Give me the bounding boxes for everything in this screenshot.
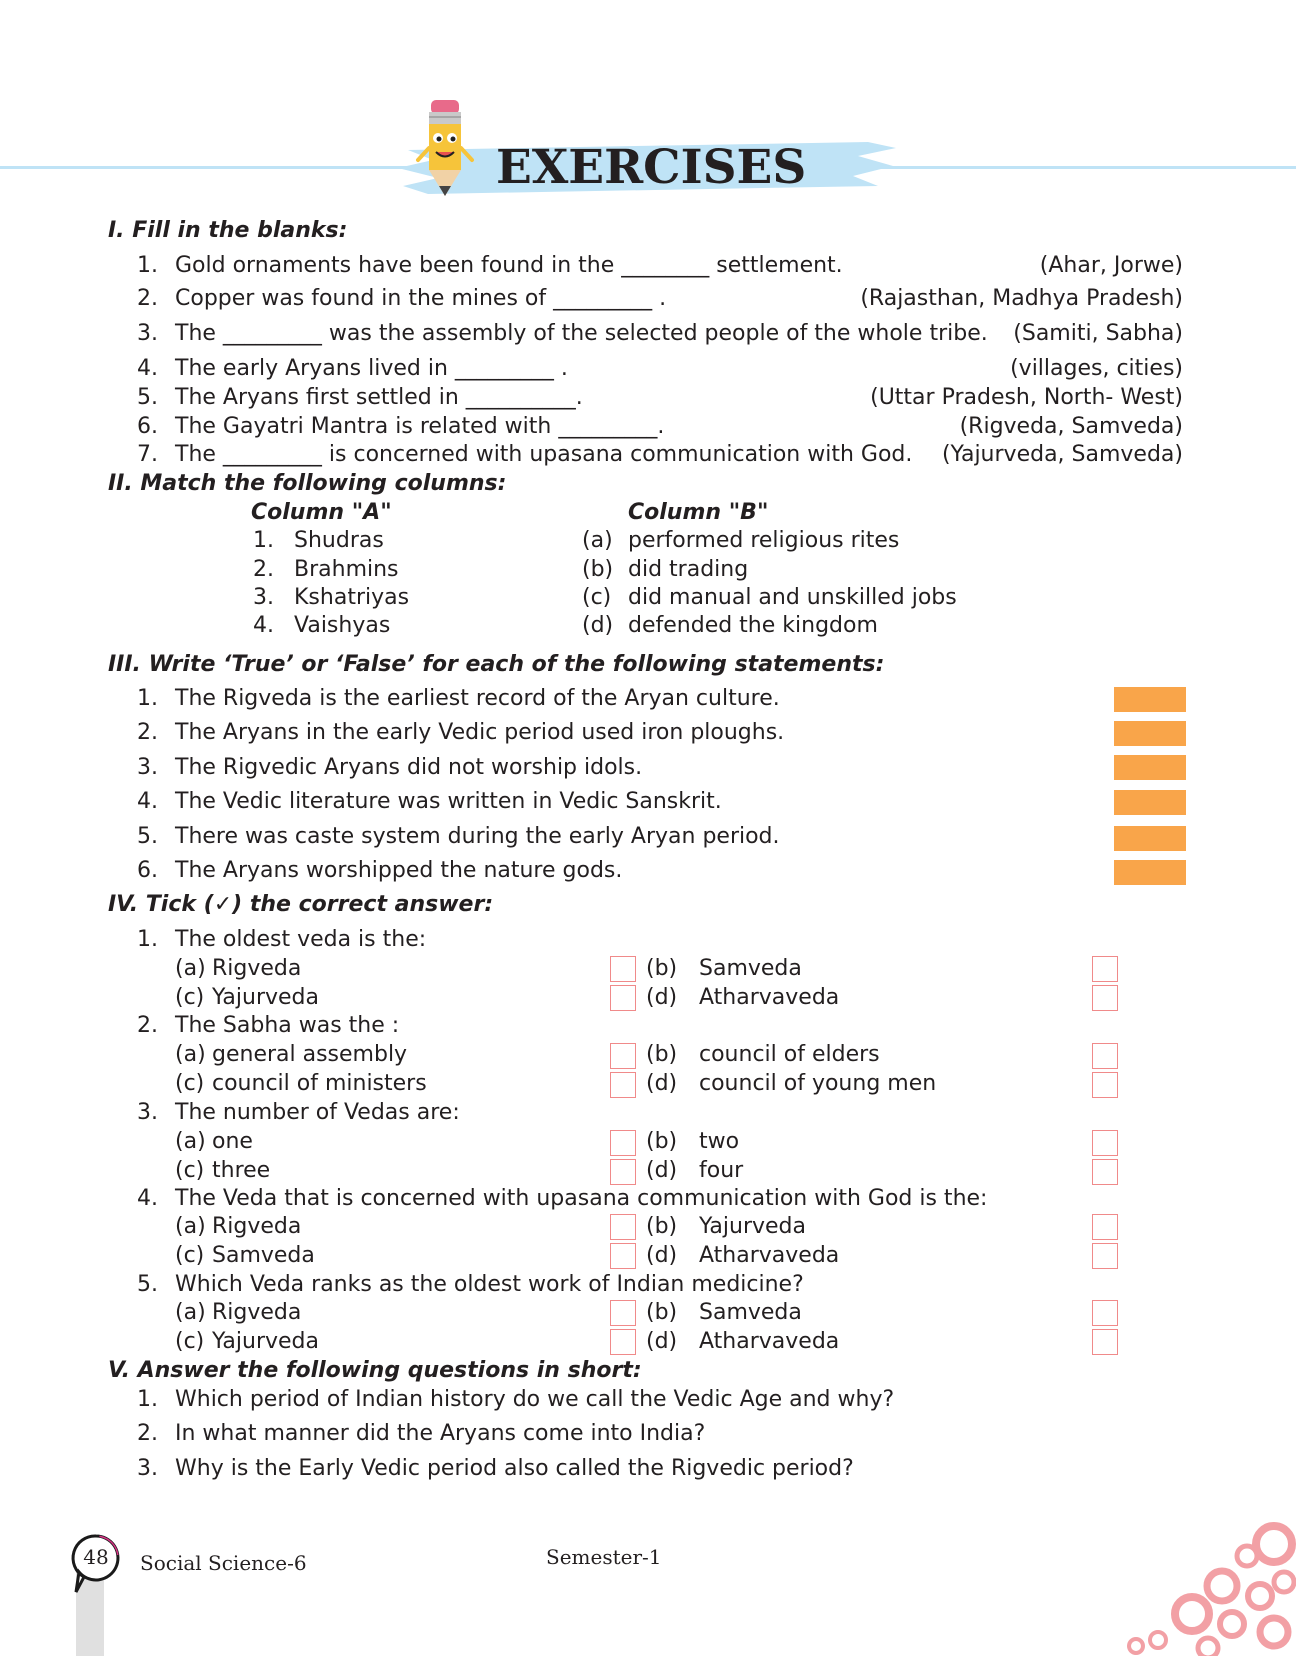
option-checkbox[interactable]	[610, 1072, 636, 1098]
question-number: 1.	[137, 927, 158, 952]
option-text: Samveda	[699, 956, 802, 981]
item-number: 6.	[137, 414, 158, 439]
option-checkbox[interactable]	[610, 1214, 636, 1240]
item-hint: (Yajurveda, Samveda)	[941, 442, 1183, 467]
item-hint: (Uttar Pradesh, North- West)	[870, 385, 1183, 410]
item-hint: (Ahar, Jorwe)	[1039, 253, 1183, 278]
column-b-title: Column "B"	[628, 500, 769, 525]
item-text: The _________ is concerned with upasana communication with God.	[175, 442, 913, 467]
column-b-item: did trading	[628, 557, 749, 582]
item-number: 5.	[137, 824, 158, 849]
question-number: 4.	[137, 1186, 158, 1211]
item-number: 7.	[137, 442, 158, 467]
bubble-rings-icon	[1124, 1512, 1296, 1656]
item-number: 1.	[137, 1387, 158, 1412]
option-text: one	[212, 1129, 253, 1154]
question-number: 5.	[137, 1272, 158, 1297]
item-text: Copper was found in the mines of _________ .	[175, 286, 667, 311]
option-text: Atharvaveda	[699, 1329, 840, 1354]
option-text: Atharvaveda	[699, 985, 840, 1010]
option-checkbox[interactable]	[1092, 956, 1118, 982]
option-letter: (c)	[175, 1158, 205, 1183]
question-text: Which Veda ranks as the oldest work of Indian medicine?	[175, 1272, 804, 1297]
option-letter: (a)	[175, 956, 206, 981]
section-heading-match-columns: II. Match the following columns:	[108, 471, 507, 496]
option-text: Samveda	[699, 1300, 802, 1325]
item-text: There was caste system during the early Aryan period.	[175, 824, 780, 849]
item-hint: (Samiti, Sabha)	[1013, 321, 1183, 346]
item-text: Why is the Early Vedic period also called the Rigvedic period?	[175, 1456, 854, 1481]
option-checkbox[interactable]	[610, 1159, 636, 1185]
option-checkbox[interactable]	[610, 1130, 636, 1156]
option-checkbox[interactable]	[610, 1300, 636, 1326]
option-text: Rigveda	[212, 1300, 302, 1325]
item-number: 4.	[137, 356, 158, 381]
item-number: 6.	[137, 858, 158, 883]
option-letter: (c)	[175, 1329, 205, 1354]
option-checkbox[interactable]	[1092, 1214, 1118, 1240]
option-checkbox[interactable]	[1092, 1043, 1118, 1069]
option-text: Rigveda	[212, 956, 302, 981]
column-a-title: Column "A"	[251, 500, 392, 525]
page-title: EXERCISES	[496, 140, 807, 195]
item-number: 2.	[137, 1421, 158, 1446]
option-checkbox[interactable]	[1092, 1300, 1118, 1326]
option-letter: (d)	[646, 1329, 678, 1354]
option-checkbox[interactable]	[1092, 1130, 1118, 1156]
section-heading-tick-answer: IV. Tick (✓) the correct answer:	[108, 892, 494, 917]
option-letter: (c)	[175, 1243, 205, 1268]
column-b-item: defended the kingdom	[628, 613, 878, 638]
item-text: The _________ was the assembly of the selected people of the whole tribe.	[175, 321, 988, 346]
option-checkbox[interactable]	[610, 956, 636, 982]
option-letter: (a)	[175, 1129, 206, 1154]
column-b-letter: (b)	[582, 557, 614, 582]
column-b-item: did manual and unskilled jobs	[628, 585, 957, 610]
item-number: 3.	[137, 755, 158, 780]
option-checkbox[interactable]	[1092, 985, 1118, 1011]
option-letter: (d)	[646, 1243, 678, 1268]
option-letter: (d)	[646, 985, 678, 1010]
option-text: Rigveda	[212, 1214, 302, 1239]
column-b-item: performed religious rites	[628, 528, 900, 553]
option-text: council of elders	[699, 1042, 880, 1067]
item-number: 5.	[137, 385, 158, 410]
option-letter: (c)	[175, 1071, 205, 1096]
column-b-letter: (d)	[582, 613, 614, 638]
column-a-item: Shudras	[294, 528, 384, 553]
option-letter: (c)	[175, 985, 205, 1010]
item-text: The Vedic literature was written in Vedic Sanskrit.	[175, 789, 722, 814]
option-letter: (b)	[646, 1300, 678, 1325]
section-heading-fill-blanks: I. Fill in the blanks:	[108, 218, 348, 243]
row-number: 1.	[253, 528, 274, 553]
item-hint: (villages, cities)	[1010, 356, 1183, 381]
option-text: Atharvaveda	[699, 1243, 840, 1268]
answer-box[interactable]	[1114, 687, 1186, 712]
section-heading-short-answers: V. Answer the following questions in short:	[108, 1358, 642, 1383]
option-text: Yajurveda	[212, 1329, 319, 1354]
option-checkbox[interactable]	[610, 1329, 636, 1355]
option-text: council of young men	[699, 1071, 937, 1096]
answer-box[interactable]	[1114, 826, 1186, 851]
option-checkbox[interactable]	[1092, 1243, 1118, 1269]
item-hint: (Rigveda, Samveda)	[959, 414, 1183, 439]
item-text: Gold ornaments have been found in the ________ settlement.	[175, 253, 843, 278]
item-text: The Rigvedic Aryans did not worship idols.	[175, 755, 643, 780]
row-number: 2.	[253, 557, 274, 582]
column-a-item: Brahmins	[294, 557, 399, 582]
item-number: 1.	[137, 253, 158, 278]
column-a-item: Vaishyas	[294, 613, 391, 638]
option-checkbox[interactable]	[610, 1043, 636, 1069]
item-number: 2.	[137, 286, 158, 311]
option-text: two	[699, 1129, 740, 1154]
section-heading-true-false: III. Write ‘True’ or ‘False’ for each of the following statements:	[108, 652, 885, 677]
item-text: The Aryans worshipped the nature gods.	[175, 858, 623, 883]
book-title: Social Science-6	[140, 1551, 307, 1575]
question-text: The number of Vedas are:	[175, 1100, 460, 1125]
option-letter: (a)	[175, 1042, 206, 1067]
pencil-mascot-icon	[414, 98, 476, 202]
page-number: 48	[83, 1545, 109, 1569]
row-number: 4.	[253, 613, 274, 638]
option-letter: (b)	[646, 1042, 678, 1067]
question-number: 2.	[137, 1013, 158, 1038]
option-letter: (d)	[646, 1158, 678, 1183]
answer-box[interactable]	[1114, 860, 1186, 885]
option-letter: (b)	[646, 1214, 678, 1239]
option-text: three	[212, 1158, 271, 1183]
answer-box[interactable]	[1114, 721, 1186, 746]
option-checkbox[interactable]	[610, 985, 636, 1011]
item-hint: (Rajasthan, Madhya Pradesh)	[860, 286, 1183, 311]
option-checkbox[interactable]	[1092, 1329, 1118, 1355]
item-number: 3.	[137, 321, 158, 346]
option-text: Yajurveda	[212, 985, 319, 1010]
option-checkbox[interactable]	[1092, 1159, 1118, 1185]
item-text: The early Aryans lived in _________ .	[175, 356, 568, 381]
item-text: The Aryans in the early Vedic period used iron ploughs.	[175, 720, 785, 745]
item-number: 3.	[137, 1456, 158, 1481]
option-letter: (a)	[175, 1300, 206, 1325]
option-checkbox[interactable]	[610, 1243, 636, 1269]
option-letter: (d)	[646, 1071, 678, 1096]
column-b-letter: (a)	[582, 528, 613, 553]
answer-box[interactable]	[1114, 790, 1186, 815]
item-text: The Gayatri Mantra is related with _________.	[175, 414, 665, 439]
item-text: The Aryans first settled in __________.	[175, 385, 583, 410]
item-text: Which period of Indian history do we call the Vedic Age and why?	[175, 1387, 895, 1412]
column-b-letter: (c)	[582, 585, 612, 610]
item-text: In what manner did the Aryans come into India?	[175, 1421, 706, 1446]
question-text: The Veda that is concerned with upasana communication with God is the:	[175, 1186, 988, 1211]
option-text: general assembly	[212, 1042, 408, 1067]
item-number: 4.	[137, 789, 158, 814]
option-letter: (b)	[646, 1129, 678, 1154]
option-checkbox[interactable]	[1092, 1072, 1118, 1098]
option-text: Yajurveda	[699, 1214, 806, 1239]
option-text: four	[699, 1158, 744, 1183]
column-a-item: Kshatriyas	[294, 585, 410, 610]
item-number: 1.	[137, 686, 158, 711]
option-letter: (a)	[175, 1214, 206, 1239]
question-text: The oldest veda is the:	[175, 927, 427, 952]
option-letter: (b)	[646, 956, 678, 981]
question-number: 3.	[137, 1100, 158, 1125]
option-text: council of ministers	[212, 1071, 427, 1096]
answer-box[interactable]	[1114, 755, 1186, 780]
item-text: The Rigveda is the earliest record of the Aryan culture.	[175, 686, 780, 711]
question-text: The Sabha was the :	[175, 1013, 400, 1038]
item-number: 2.	[137, 720, 158, 745]
semester-label: Semester-1	[546, 1545, 662, 1569]
option-text: Samveda	[212, 1243, 315, 1268]
row-number: 3.	[253, 585, 274, 610]
